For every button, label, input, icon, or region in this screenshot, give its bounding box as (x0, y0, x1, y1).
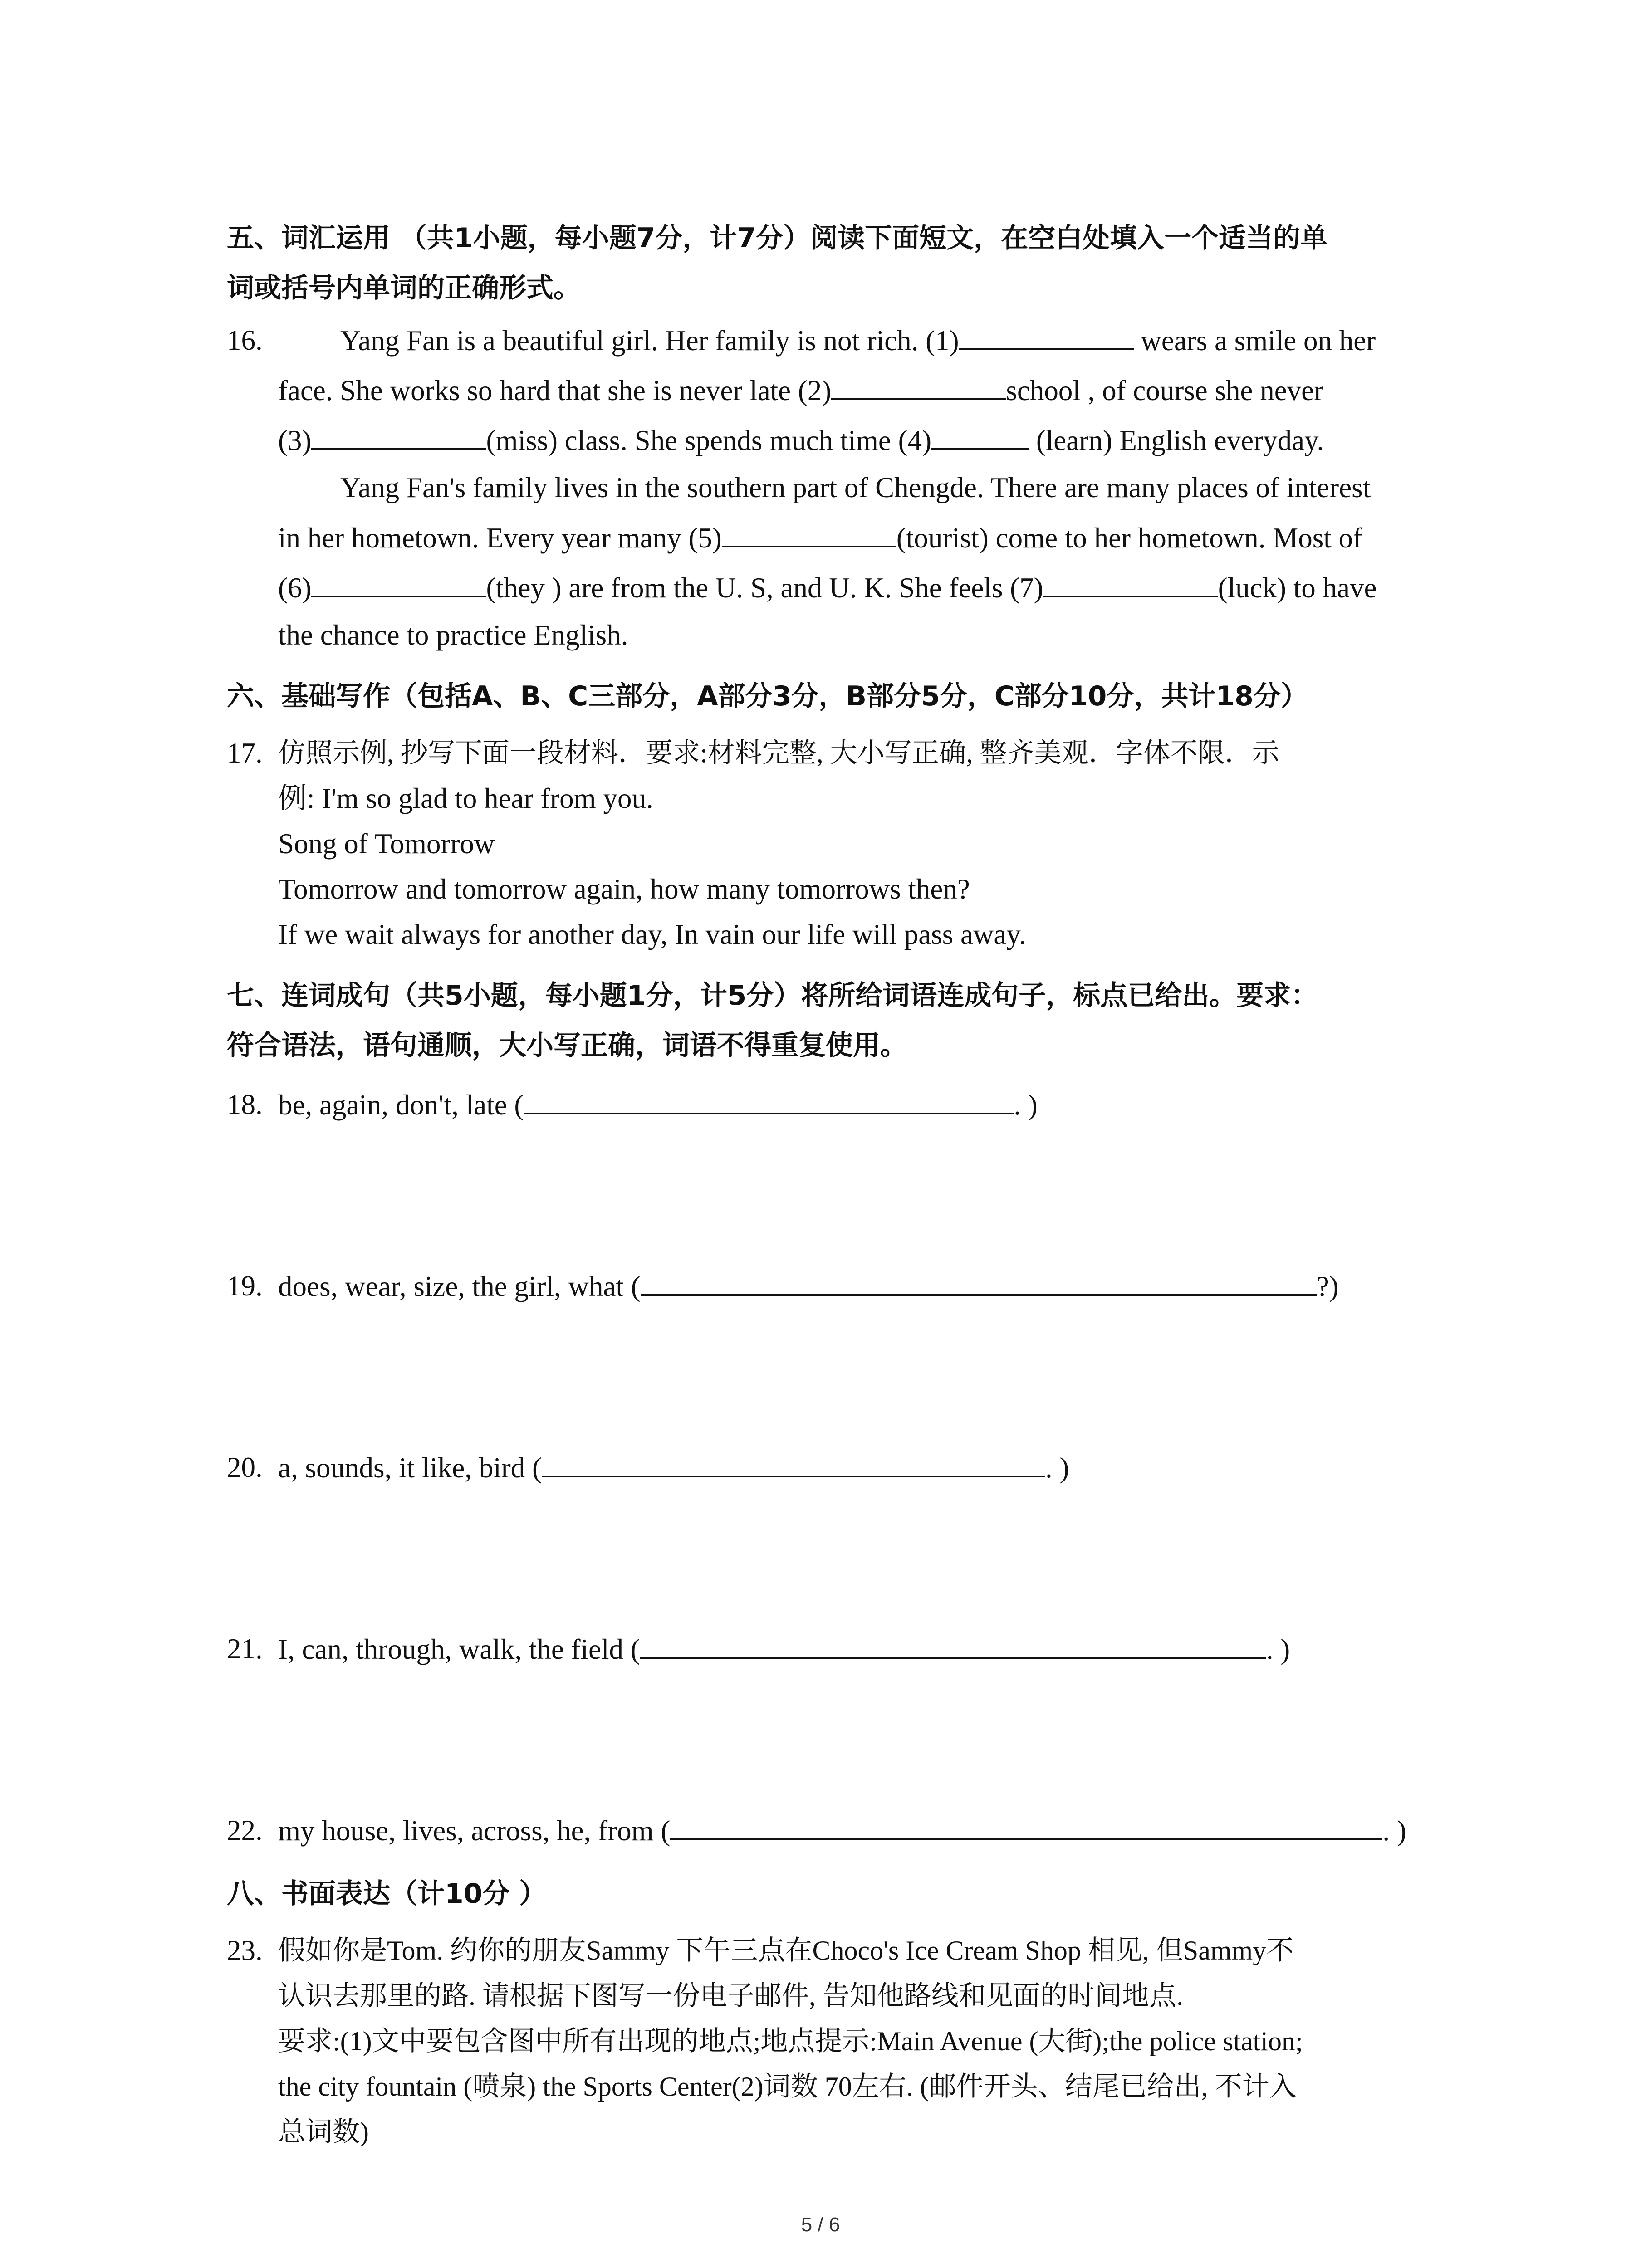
q16-text: in her hometown. Every year many (5) (278, 522, 722, 554)
question-17-number: 17. (227, 737, 263, 769)
question-16-line7: the chance to practice English. (278, 619, 628, 651)
section-5-heading-line2: 词或括号内单词的正确形式。 (227, 272, 581, 304)
q20-answer-blank[interactable] (542, 1449, 1045, 1477)
question-17-line1: 仿照示例, 抄写下面一段材料．要求:材料完整, 大小写正确, 整齐美观．字体不限．示 (278, 738, 1279, 768)
q16-text: (miss) class. She spends much time (4) (486, 425, 932, 456)
question-22-line (278, 1812, 1406, 1849)
section-5-heading (227, 213, 1452, 313)
section-7-heading-line2: 符合语法，语句通顺，大小写正确，词语不得重复使用。 (227, 1030, 907, 1061)
question-19-number: 19. (227, 1270, 263, 1302)
question-16-number: 16. (227, 324, 263, 356)
page-number: 5 / 6 (801, 2214, 840, 2236)
section-7-heading (227, 971, 1452, 1070)
q16-text: (luck) to have (1218, 572, 1377, 604)
q16-text: face. She works so hard that she is never late (2) (278, 375, 832, 406)
q21-end: . ) (1266, 1633, 1290, 1665)
question-23-line5: 总词数) (278, 2117, 369, 2147)
question-23-number: 23. (227, 1935, 263, 1966)
section-6-heading: 六、基础写作（包括A、B、C三部分，A部分3分，B部分5分，C部分10分，共计18分） (227, 680, 1308, 712)
question-16-line4: Yang Fan's family lives in the southern part of Chengde. There are many places of interest (340, 472, 1371, 503)
section-8-heading: 八、书面表达（计10分 ） (227, 1878, 547, 1910)
section-7-heading-line1: 七、连词成句（共5小题，每小题1分，计5分）将所给词语连成句子，标点已给出。要求： (227, 980, 1318, 1012)
question-23-line2: 认识去那里的路. 请根据下图写一份电子邮件, 告知他路线和见面的时间地点. (278, 1981, 1183, 2011)
question-21-number: 21. (227, 1633, 263, 1665)
q18-end: . ) (1014, 1089, 1038, 1121)
q20-end: . ) (1045, 1452, 1069, 1484)
q18-words: be, again, don't, late ( (278, 1089, 524, 1121)
q21-words: I, can, through, walk, the field ( (278, 1633, 640, 1665)
q16-text: (they ) are from the U. S, and U. K. She feels (7) (486, 572, 1043, 604)
question-17-line3: Song of Tomorrow (278, 828, 495, 860)
q18-answer-blank[interactable] (524, 1086, 1014, 1114)
question-17-line4: Tomorrow and tomorrow again, how many tomorrows then? (278, 873, 970, 905)
question-18-line (278, 1086, 1038, 1123)
q16-blank-2[interactable] (831, 372, 1006, 400)
question-18-number: 18. (227, 1089, 263, 1120)
q16-blank-6[interactable] (311, 569, 486, 597)
question-19-line (278, 1268, 1339, 1305)
question-17-line2: 例: I'm so glad to hear from you. (278, 782, 653, 814)
question-23-line3: 要求:(1)文中要包含图中所有出现的地点;地点提示:Main Avenue (大街);the police station; (278, 2026, 1303, 2056)
q19-end: ?) (1316, 1271, 1339, 1302)
q16-blank-5[interactable] (722, 519, 896, 547)
q16-text: (learn) English everyday. (1029, 425, 1324, 456)
q16-text: wears a smile on her (1133, 325, 1376, 357)
question-16-line3 (278, 422, 1324, 459)
q16-blank-1[interactable] (959, 322, 1134, 350)
question-20-number: 20. (227, 1452, 263, 1483)
q22-end: . ) (1382, 1815, 1406, 1847)
question-17-line5: If we wait always for another day, In vain our life will pass away. (278, 919, 1026, 950)
question-23-line4: the city fountain (喷泉) the Sports Center(2)词数 70左右. (邮件开头、结尾已给出, 不计入 (278, 2072, 1297, 2102)
q21-answer-blank[interactable] (640, 1631, 1266, 1659)
question-16-line6 (278, 569, 1376, 606)
question-23-line1: 假如你是Tom. 约你的朋友Sammy 下午三点在Choco's Ice Cream Shop 相见, 但Sammy不 (278, 1936, 1294, 1965)
question-21-line (278, 1631, 1290, 1667)
q16-text: (3) (278, 425, 312, 456)
q22-words: my house, lives, across, he, from ( (278, 1815, 671, 1847)
question-22-number: 22. (227, 1814, 263, 1846)
q16-blank-3[interactable] (311, 422, 486, 450)
q16-text: Yang Fan is a beautiful girl. Her family is not rich. (1) (340, 325, 959, 357)
q19-words: does, wear, size, the girl, what ( (278, 1271, 641, 1302)
section-5-heading-line1: 五、词汇运用 （共1小题，每小题7分，计7分）阅读下面短文，在空白处填入一个适当的单 (227, 222, 1328, 254)
q16-blank-7[interactable] (1043, 569, 1218, 597)
q16-text: school , of course she never (1006, 375, 1324, 406)
q19-answer-blank[interactable] (641, 1268, 1317, 1296)
q22-answer-blank[interactable] (670, 1812, 1382, 1840)
question-16-line1 (340, 322, 1376, 359)
q16-text: (6) (278, 572, 312, 604)
question-16-line2 (278, 372, 1323, 409)
q16-blank-4[interactable] (931, 422, 1029, 450)
q20-words: a, sounds, it like, bird ( (278, 1452, 542, 1484)
q16-text: (tourist) come to her hometown. Most of (896, 522, 1362, 554)
question-16-line5 (278, 519, 1362, 556)
question-20-line (278, 1449, 1069, 1486)
